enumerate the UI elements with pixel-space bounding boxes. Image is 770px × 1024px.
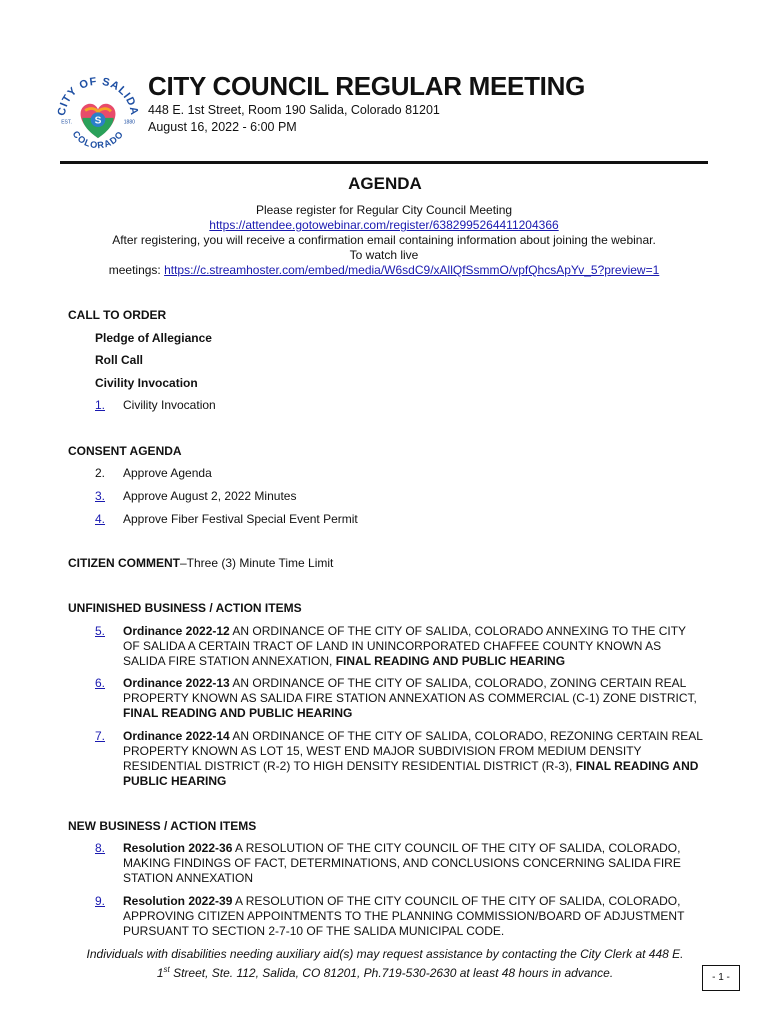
roll-call-heading: Roll Call — [95, 353, 144, 367]
citizen-comment-heading: CITIZEN COMMENT — [68, 556, 180, 570]
ordinance-number: Ordinance 2022-14 — [123, 729, 230, 743]
item-number-link[interactable]: 4. — [95, 512, 106, 526]
city-of-salida-logo — [52, 70, 144, 162]
header-divider — [60, 161, 708, 164]
watch-link[interactable]: https://c.streamhoster.com/embed/media/W6sdC9/xAllQfSsmmO/vpfQhcsApYv_5?preview=1 — [164, 263, 660, 277]
item-number-link[interactable]: 9. — [95, 894, 106, 908]
item-text: AN ORDINANCE OF THE CITY OF SALIDA, COLORADO ANNEXING TO THE CITY OF SALIDA A CERTAIN TRACT OF LAND IN UNINCORPORATED CHAFFEE COUNTY KNOWN AS SALIDA FIRE STATION ANNEXATION, — [123, 624, 686, 668]
page-title: CITY COUNCIL REGULAR MEETING — [148, 71, 585, 101]
item-text: AN ORDINANCE OF THE CITY OF SALIDA, COLORADO, ZONING CERTAIN REAL PROPERTY KNOWN AS SALIDA FIRE STATION ANNEXATION AS COMMERCIAL (C-1) ZONE DISTRICT, — [123, 676, 697, 705]
item-text: AN ORDINANCE OF THE CITY OF SALIDA, COLORADO, REZONING CERTAIN REAL PROPERTY KNOWN AS LOT 15, WEST END MAJOR SUBDIVISION FROM MEDIUM DENSITY RESIDENTIAL DISTRICT (R-2) TO HIGH DENSITY RESIDENTIAL DISTRICT (R-3), — [123, 729, 703, 773]
item-text: Approve Agenda — [123, 466, 212, 480]
logo-year: 1880 — [123, 119, 135, 126]
logo-top-text: CITY OF SALIDA — [55, 75, 141, 117]
logo-est: EST. — [61, 119, 72, 126]
agenda-item-9 — [95, 894, 705, 939]
item-text: Civility Invocation — [123, 398, 216, 412]
meetings-prefix: meetings: — [108, 263, 165, 277]
unfinished-business-heading: UNFINISHED BUSINESS / ACTION ITEMS — [68, 601, 302, 615]
item-number-link[interactable]: 5. — [95, 624, 106, 638]
register-line: Please register for Regular City Council Meeting — [255, 203, 513, 217]
item-text: Approve Fiber Festival Special Event Permit — [123, 512, 358, 526]
citizen-comment — [68, 556, 333, 571]
after-register-text: After registering, you will receive a confirmation email containing information about joining the webinar. — [112, 233, 656, 247]
watch-line: To watch live — [349, 248, 419, 262]
notice-line-2: 1st Street, Ste. 112, Salida, CO 81201, Ph.719-530-2630 at least 48 hours in advance. — [156, 965, 614, 980]
item-text: A RESOLUTION OF THE CITY COUNCIL OF THE CITY OF SALIDA, COLORADO, APPROVING CITIZEN APPOINTMENTS TO THE PLANNING COMMISSION/BOARD OF ADJUSTMENT PURSUANT TO SECTION 2-7-10 OF THE SALIDA MUNICIPAL CODE. — [123, 894, 685, 938]
item-status: FINAL READING AND PUBLIC HEARING — [123, 759, 699, 788]
item-number-link[interactable]: 7. — [95, 729, 106, 743]
agenda-item-6 — [95, 676, 705, 721]
resolution-number: Resolution 2022-36 — [123, 841, 233, 855]
logo-bottom-text: COLORADO — [70, 128, 126, 151]
meeting-date: August 16, 2022 - 6:00 PM — [148, 120, 297, 134]
item-text: Approve August 2, 2022 Minutes — [123, 489, 297, 503]
call-to-order-heading: CALL TO ORDER — [68, 308, 167, 322]
item-number-link[interactable]: 8. — [95, 841, 106, 855]
ordinance-number: Ordinance 2022-12 — [123, 624, 230, 638]
consent-agenda-heading: CONSENT AGENDA — [68, 444, 182, 458]
resolution-number: Resolution 2022-39 — [123, 894, 233, 908]
agenda-item-5 — [95, 624, 705, 669]
item-number-link[interactable]: 6. — [95, 676, 106, 690]
citizen-comment-limit: –Three (3) Minute Time Limit — [180, 556, 334, 570]
ordinance-number: Ordinance 2022-13 — [123, 676, 230, 690]
accessibility-notice — [40, 947, 730, 981]
agenda-heading: AGENDA — [348, 174, 422, 193]
item-number-link[interactable]: 3. — [95, 489, 106, 503]
meeting-address: 448 E. 1st Street, Room 190 Salida, Colorado 81201 — [148, 103, 440, 117]
item-text: A RESOLUTION OF THE CITY COUNCIL OF THE CITY OF SALIDA, COLORADO, MAKING FINDINGS OF FACT, DETERMINATIONS, AND CONCLUSIONS CONCERNING SALIDA FIRE STATION ANNEXATION — [123, 841, 681, 885]
logo-letter: S — [94, 115, 102, 127]
page-number: - 1 - — [702, 965, 740, 991]
notice-line-1: Individuals with disabilities needing auxiliary aid(s) may request assistance by contacting the City Clerk at 448 E. — [86, 947, 684, 961]
agenda-item-7 — [95, 729, 705, 789]
agenda-item-8 — [95, 841, 705, 886]
item-status: FINAL READING AND PUBLIC HEARING — [123, 706, 353, 720]
item-number: 2. — [95, 466, 106, 480]
new-business-heading: NEW BUSINESS / ACTION ITEMS — [68, 819, 257, 833]
item-status: FINAL READING AND PUBLIC HEARING — [335, 654, 566, 668]
pledge-heading: Pledge of Allegiance — [95, 331, 212, 345]
civility-heading: Civility Invocation — [95, 376, 198, 390]
register-link[interactable]: https://attendee.gotowebinar.com/register/6382995264411204366 — [209, 218, 559, 232]
registration-info — [60, 203, 708, 278]
item-number-link[interactable]: 1. — [95, 398, 106, 412]
